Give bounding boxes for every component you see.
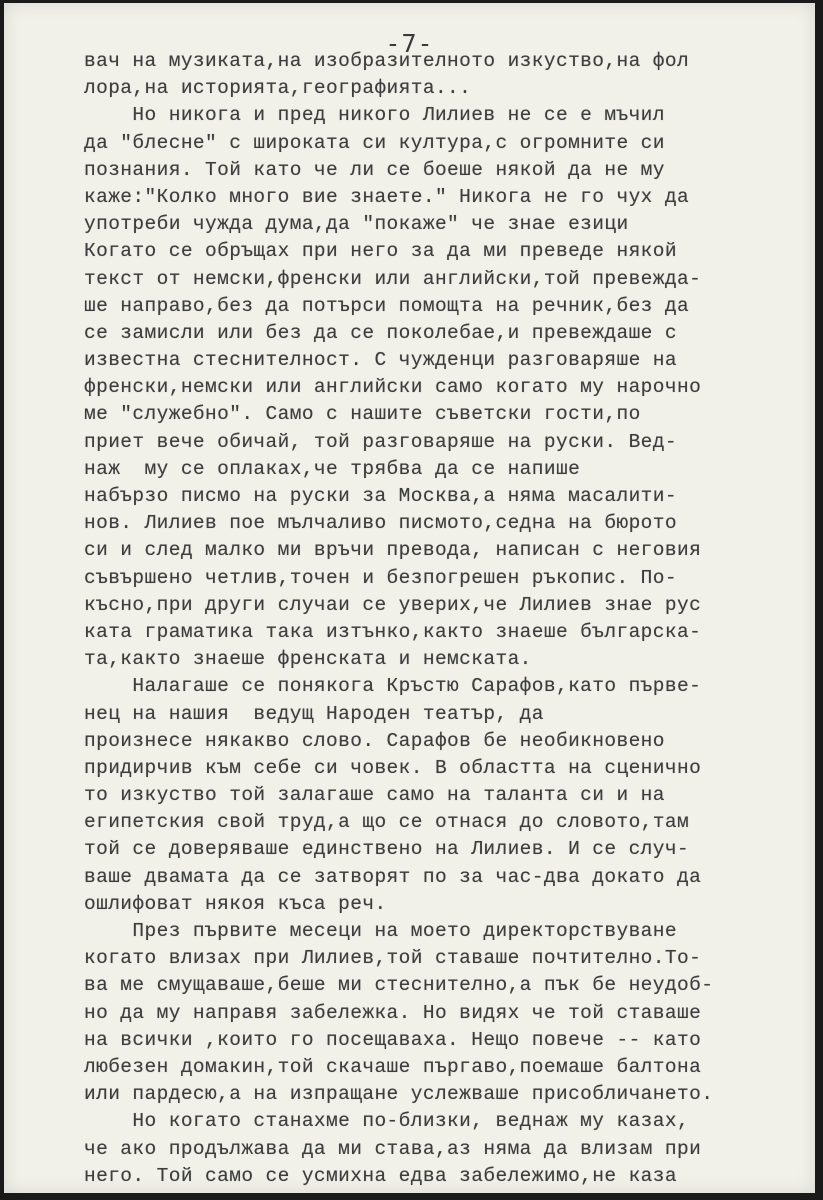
text-line: но да му направя забележка. Но видях че той ставаше: [84, 1001, 702, 1024]
text-line: нец на нашия ведущ Народен театър, да: [84, 702, 544, 725]
text-line: късно,при други случаи се уверих,че Лилиев знае рус: [84, 593, 702, 616]
text-line: съвършено четлив,точен и безпогрешен ръкопис. По-: [84, 566, 677, 589]
text-line: каже:"Колко много вие знаете." Никога не го чух да: [84, 185, 690, 208]
text-line: то изкуство той залагаше само на таланта си и на: [84, 784, 665, 807]
text-line: ше направо,без да потърси помощта на речник,без да: [84, 294, 690, 317]
text-line: или пардесю,а на изпращане услежваше присобличането.: [84, 1083, 714, 1106]
text-line: ваше двамата да се затворят по за час-два докато да: [84, 865, 702, 888]
text-line: си и след малко ми връчи превода, написан с неговия: [84, 539, 702, 562]
text-line: че ако продължава да ми става,аз няма да влизам при: [84, 1137, 702, 1160]
text-line: нов. Лилиев пое мълчаливо писмото,седна на бюрото: [84, 512, 677, 535]
text-line: произнесе някакво слово. Сарафов бе необикновено: [84, 729, 665, 752]
document-page: [4, 3, 815, 1193]
text-line: та,както знаеше френската и немската.: [84, 648, 532, 671]
text-line: да "блесне" с широката си култура,с огромните си: [84, 131, 665, 154]
text-line: на всички ,които го посещаваха. Нещо повече -- като: [84, 1028, 702, 1051]
text-line: египетския свой труд,а що се отнася до словото,там: [84, 811, 690, 834]
text-line: известна стеснителност. С чужденци разговаряше на: [84, 349, 677, 372]
page-number: -7-: [385, 29, 434, 58]
text-line: него. Той само се усмихна едва забележимо,не каза: [84, 1164, 677, 1187]
text-line: ката граматика така изтънко,както знаеше българска-: [84, 620, 702, 643]
text-line: любезен домакин,той скачаше пъргаво,поемаше балтона: [84, 1055, 702, 1078]
text-line: приет вече обичай, той разговаряше на руски. Вед-: [84, 430, 677, 453]
text-line: Но когато станахме по-близки, веднаж му казах,: [84, 1110, 690, 1133]
text-line: вач на музиката,на изобразителното изкуство,на фол: [84, 50, 690, 72]
text-line: текст от немски,френски или английски,той превежда-: [84, 267, 702, 290]
text-line: ошлифоват някоя къса реч.: [84, 892, 387, 915]
text-line: ва ме смущаваше,беше ми стеснително,а пък бе неудоб-: [84, 974, 714, 997]
text-line: придирчив към себе си човек. В областта на сценично: [84, 756, 702, 779]
text-line: френски,немски или английски само когато му нарочно: [84, 376, 702, 399]
text-line: когато влизах при Лилиев,той ставаше почтително.То-: [84, 947, 702, 970]
text-line: Когато се обръщах при него за да ми преведе някой: [84, 240, 677, 263]
text-line: познания. Той като че ли се боеше някой да не му: [84, 158, 665, 181]
text-line: употреби чужда дума,да "покаже" че знае езици: [84, 213, 629, 236]
text-line: ме "служебно". Само с нашите съветски гости,по: [84, 403, 641, 426]
text-line: се замисли или без да се поколебае,и превеждаше с: [84, 321, 677, 344]
text-line: той се доверяваше единствено на Лилиев. И се случ-: [84, 838, 690, 861]
text-line: Налагаше се понякога Кръстю Сарафов,като първе-: [84, 675, 702, 698]
text-line: През първите месеци на моето директорствуване: [84, 920, 677, 942]
text-line: наж му се оплаках,че трябва да се напише: [84, 457, 581, 480]
text-line: лора,на историята,географията...: [84, 77, 472, 100]
text-line: набързо писмо на руски за Москва,а няма масалити-: [84, 485, 677, 507]
text-line: Но никога и пред никого Лилиев не се е мъчил: [84, 104, 665, 127]
body-text: [84, 48, 713, 1190]
